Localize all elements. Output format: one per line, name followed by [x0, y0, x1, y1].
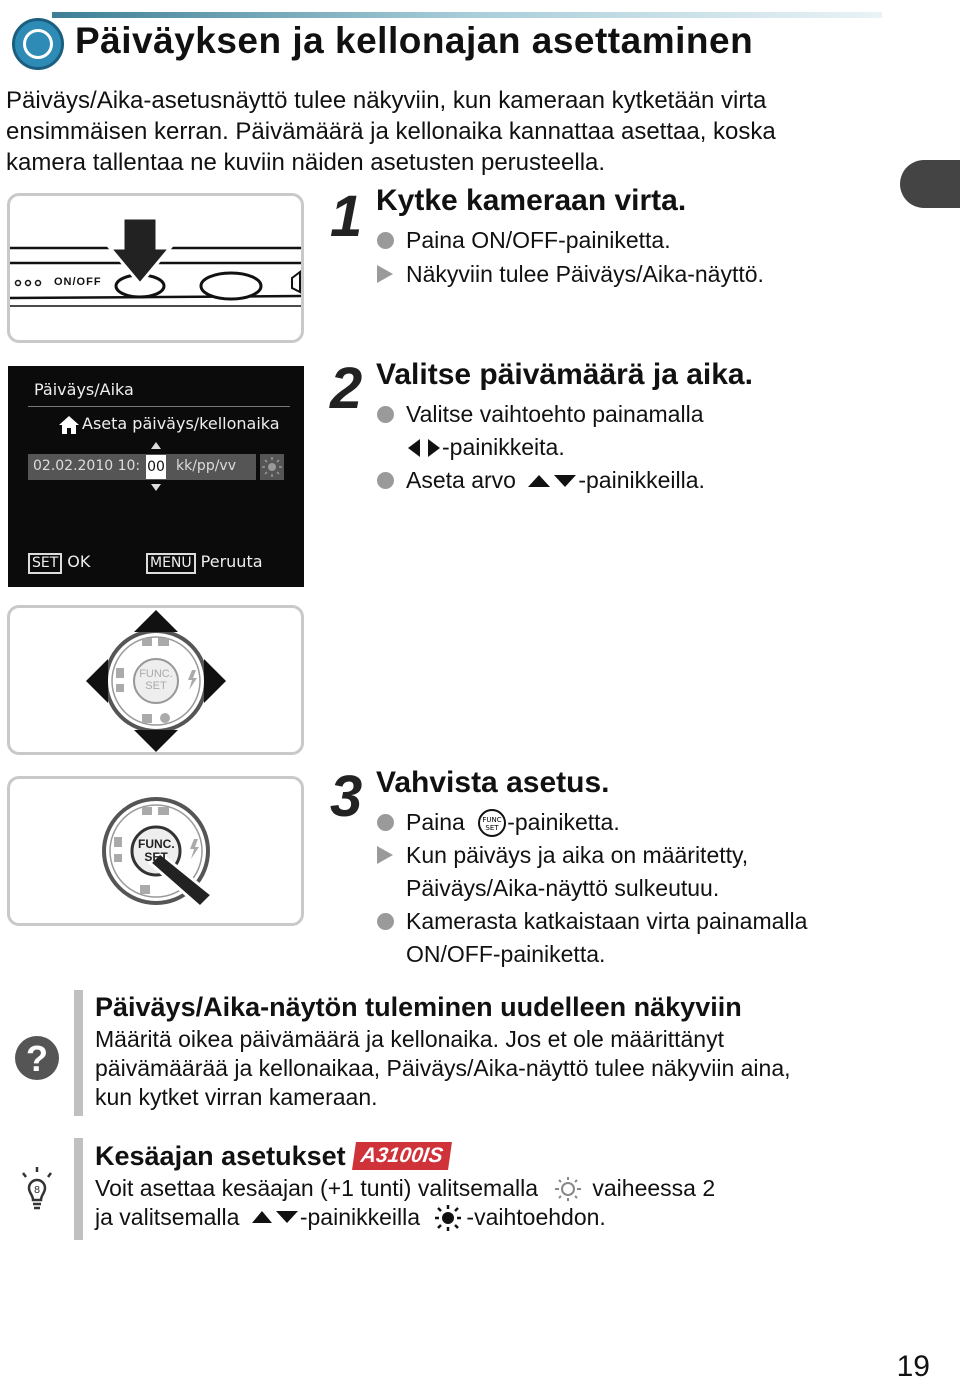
- tip-2-line-2: [95, 1203, 606, 1232]
- tip-divider: [74, 990, 83, 1116]
- menu-cancel-hint: [146, 552, 263, 574]
- intro-line: ensimmäisen kerran. Päivämäärä ja kellonaika kannattaa asettaa, koska: [6, 118, 776, 145]
- tip-2-text: vaiheessa 2: [592, 1175, 716, 1201]
- step-2-bullet: [377, 400, 703, 428]
- step-3-line: -painiketta.: [507, 809, 620, 835]
- control-dial-figure: [7, 605, 304, 755]
- step-2-number: 2: [330, 356, 363, 421]
- step-3-line-cont: Päiväys/Aika-näyttö sulkeutuu.: [406, 875, 720, 901]
- on-off-label: ON/OFF: [54, 276, 102, 288]
- lcd-title: Päiväys/Aika: [34, 380, 134, 399]
- intro-line: kamera tallentaa ne kuviin näiden asetusten perusteella.: [6, 149, 606, 176]
- sun-outline-icon: [552, 1176, 584, 1202]
- model-badge: A3100IS: [352, 1142, 452, 1170]
- sun-icon: [260, 454, 284, 480]
- lightbulb-icon: [18, 1166, 56, 1214]
- intro-paragraph: [6, 85, 906, 178]
- step-3-number: 3: [330, 764, 363, 829]
- result-arrow-icon: [377, 846, 393, 864]
- set-badge: SET: [28, 553, 62, 574]
- left-right-arrows-icon: [406, 438, 442, 458]
- bullet-dot-icon: [377, 913, 394, 930]
- tip-1-title: Päiväys/Aika-näytön tuleminen uudelleen näkyviin: [95, 992, 742, 1022]
- home-icon: [58, 415, 80, 435]
- step-1-result: [377, 260, 764, 288]
- step-3-line: Kamerasta katkaistaan virta painamalla: [406, 908, 808, 934]
- svg-text:?: ?: [26, 1038, 48, 1079]
- sun-filled-icon: [432, 1204, 464, 1232]
- step-3-line: Kun päiväys ja aika on määritetty,: [406, 842, 749, 868]
- step-3-line: Paina: [406, 809, 465, 835]
- step-1-number: 1: [330, 184, 363, 249]
- func-set-label: [138, 668, 174, 692]
- step-1-title: Kytke kameraan virta.: [376, 184, 687, 217]
- selected-minutes: 00: [146, 455, 166, 479]
- func-text: FUNC.: [139, 668, 173, 680]
- step-2-bullet: [377, 466, 705, 494]
- cancel-label: Peruuta: [200, 552, 263, 571]
- bullet-dot-icon: [377, 232, 394, 249]
- step-3-result: [377, 841, 748, 869]
- result-arrow-icon: [377, 265, 393, 283]
- set-ok-hint: [28, 552, 90, 574]
- tip-2-text: -painikkeilla: [299, 1204, 421, 1230]
- tip-1-line: päivämäärää ja kellonaikaa, Päiväys/Aika-näyttö tulee näkyviin aina,: [95, 1055, 791, 1081]
- tip-divider: [74, 1138, 83, 1240]
- down-arrow-icon: [151, 484, 161, 491]
- title-rule: [52, 12, 882, 18]
- question-icon: [14, 1035, 60, 1081]
- lcd-subtitle: Aseta päiväys/kellonaika: [82, 414, 280, 433]
- func-set-button-icon: [477, 808, 507, 838]
- chapter-tab: [900, 160, 960, 208]
- bullet-dot-icon: [377, 406, 394, 423]
- up-down-arrows-icon: [250, 1209, 300, 1225]
- step-3-line-cont: ON/OFF-painiketta.: [406, 941, 606, 967]
- step-2-line-cont: [406, 433, 565, 461]
- step-3-bullet: [377, 808, 620, 838]
- lcd-divider: [28, 406, 290, 407]
- date-value: 02.02.2010 10:: [33, 458, 141, 474]
- set-text: SET: [145, 680, 167, 692]
- tip-2-line-1: [95, 1174, 715, 1203]
- bullet-dot-icon: [377, 814, 394, 831]
- page-title: Päiväyksen ja kellonajan asettaminen: [75, 20, 754, 61]
- tip-2-text: ja valitsemalla: [95, 1204, 240, 1230]
- page-number: 19: [896, 1350, 930, 1383]
- step-2-line: Aseta arvo: [406, 467, 516, 493]
- svg-text:8: 8: [33, 1185, 41, 1196]
- tip-2-text: -vaihtoehdon.: [466, 1204, 606, 1230]
- set-text: SET: [144, 850, 168, 864]
- tip-1-text: [95, 1025, 791, 1112]
- step-3-bullet: [377, 907, 807, 935]
- camera-top-figure: [7, 193, 304, 343]
- section-circle-icon: [12, 18, 64, 70]
- tip-2-title: [95, 1141, 449, 1172]
- step-2-line: Valitse vaihtoehto painamalla: [406, 401, 704, 427]
- tip-1-line: Määritä oikea päivämäärä ja kellonaika. Jos et ole määrittänyt: [95, 1026, 724, 1052]
- date-format: kk/pp/vv: [176, 458, 236, 474]
- step-2-title: Valitse päivämäärä ja aika.: [376, 358, 753, 391]
- step-1-bullet: [377, 226, 671, 254]
- bullet-dot-icon: [377, 472, 394, 489]
- date-time-lcd-screen: [8, 366, 304, 587]
- ok-label: OK: [67, 552, 91, 571]
- menu-badge: MENU: [146, 553, 196, 574]
- svg-text:SET: SET: [485, 824, 499, 832]
- up-arrow-icon: [151, 442, 161, 449]
- intro-line: Päiväys/Aika-asetusnäyttö tulee näkyviin, kun kameraan kytketään virta: [6, 87, 767, 114]
- tip-2-title-text: Kesäajan asetukset: [95, 1141, 346, 1171]
- svg-text:FUNC: FUNC: [482, 816, 502, 824]
- func-text: FUNC.: [138, 837, 175, 851]
- camera-top-illustration: [10, 196, 301, 340]
- step-3-title: Vahvista asetus.: [376, 766, 610, 799]
- up-down-arrows-icon: [526, 473, 578, 489]
- date-field: [28, 454, 256, 480]
- func-set-label-pressed: [138, 838, 174, 864]
- step-2-line: -painikkeilla.: [578, 467, 705, 493]
- func-set-figure: [7, 776, 304, 926]
- step-1-line: Paina ON/OFF-painiketta.: [406, 227, 671, 253]
- daylight-saving-box: [260, 454, 284, 480]
- step-2-line: -painikkeita.: [442, 434, 565, 460]
- tip-1-line: kun kytket virran kameraan.: [95, 1084, 378, 1110]
- step-1-line: Näkyviin tulee Päiväys/Aika-näyttö.: [406, 261, 764, 287]
- tip-2-text: Voit asettaa kesäajan (+1 tunti) valitsemalla: [95, 1175, 538, 1201]
